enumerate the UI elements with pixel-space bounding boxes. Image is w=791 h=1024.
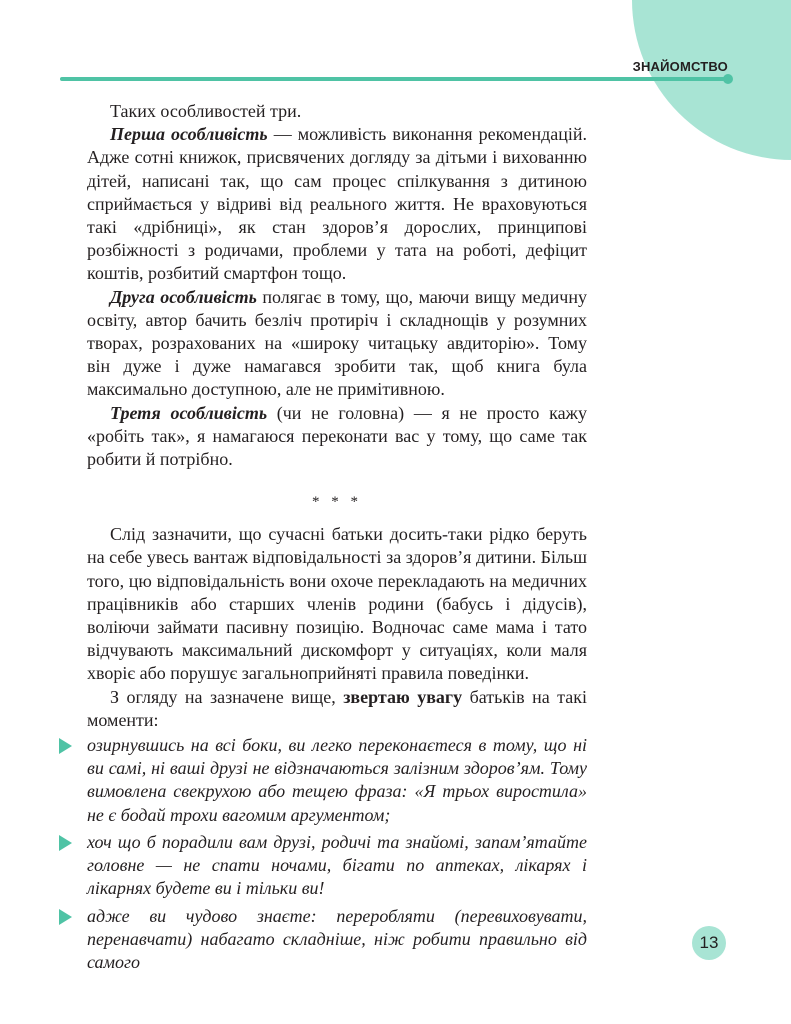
bullet-list	[87, 734, 587, 974]
paragraph-text: — можливість виконання рекомендацій. Адже сотні книжок, присвячених догляду за дітьми і вихованню дітей, написані так, що сам процес спілкування з дитиною сприймається у відриві від реального життя. Не враховуються такі «дрібниці», як стан здоров’я дорослих, принципові розбіжності з родичами, проблеми у тата на роботі, дефіцит коштів, розбитий смартфон тощо.	[87, 124, 587, 284]
section-separator: * * *	[312, 494, 362, 511]
lead-second-feature: Друга особливість	[110, 286, 257, 307]
list-item	[87, 831, 587, 901]
lead-first-feature: Перша особливість	[110, 124, 268, 145]
paragraph-attention	[87, 686, 587, 732]
paragraph-text: батьків на такі моменти:	[87, 686, 587, 730]
list-item-text: адже ви чудово знаєте: переробляти (перевиховувати, перенавчати) набагато складніше, ніж робити правильно від самого	[87, 905, 587, 972]
triangle-bullet-icon	[59, 738, 72, 754]
list-item	[87, 734, 587, 827]
triangle-bullet-icon	[59, 909, 72, 925]
list-item-text: озирнувшись на всі боки, ви легко переконаєтеся в тому, що ні ви самі, ні ваші друзі не відзначаються залізним здоров’ям. Тому вимовлена свекрухою або тещею фраза: «Я трьох виростила» не є бодай трохи вагомим аргументом;	[87, 735, 587, 825]
header-rule-dot	[723, 74, 733, 84]
running-head: ЗНАЙОМСТВО	[632, 59, 728, 74]
body-text	[87, 100, 587, 978]
paragraph-parents: Слід зазначити, що сучасні батьки досить-таки рідко беруть на себе увесь вантаж відповідальності за здоров’я дитини. Більш того, цю відповідальність вони охоче перекладають на медичних працівників або старших членів родини (бабусь і дідусів), воліючи займати пасивну позицію. Водночас саме мама і тато відчувають максимальний дискомфорт у ситуаціях, коли маля хворіє або порушує загальноприйняті правила поведінки.	[87, 524, 587, 684]
paragraph-text: (чи не головна) — я не просто кажу «робіть так», я намагаюся переконати вас у тому, що саме так робити й потрібно.	[87, 402, 587, 470]
paragraph-text: полягає в тому, що, маючи вищу медичну освіту, автор бачить безліч протиріч і складнощів у розумних творах, розрахованих на «широку читацьку авдиторію». Тому він дуже і дуже намагався зробити так, щоб книга була максимально доступною, але не примітивною.	[87, 286, 587, 400]
paragraph-text: З огляду на зазначене вище,	[110, 686, 344, 707]
paragraph-third-feature	[87, 402, 587, 472]
triangle-bullet-icon	[59, 835, 72, 851]
paragraph-first-feature	[87, 123, 587, 285]
list-item	[87, 905, 587, 975]
header-rule	[60, 77, 728, 81]
paragraph-second-feature	[87, 286, 587, 402]
intro-paragraph: Таких особливостей три.	[110, 101, 302, 121]
list-item-text: хоч що б порадили вам друзі, родичі та знайомі, запам’ятайте головне — не спати ночами, бігати по аптеках, лікарях і лікарнях будете ви і тільки ви!	[87, 831, 587, 899]
page-number: 13	[692, 926, 726, 960]
lead-third-feature: Третя особливість	[110, 402, 268, 423]
emphasis-text: звертаю увагу	[343, 686, 463, 707]
